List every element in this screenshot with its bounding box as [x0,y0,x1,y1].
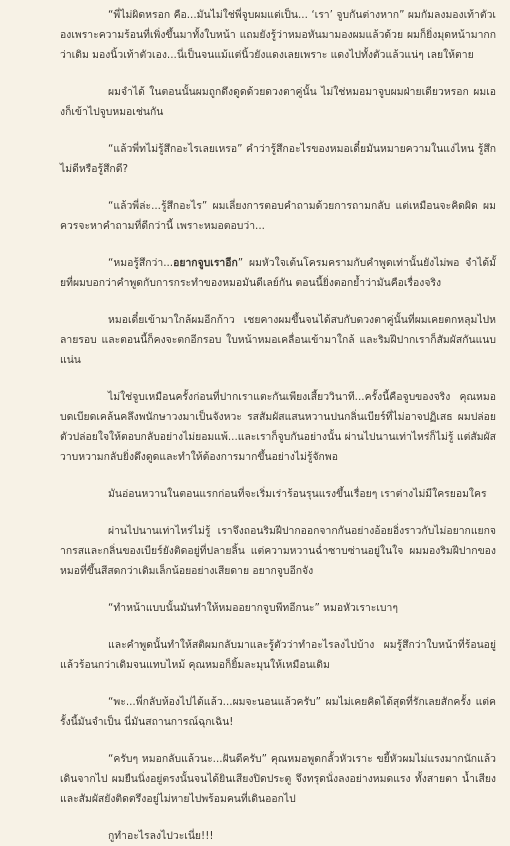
paragraph-9 [60,521,496,581]
paragraph-6-text: หมอเดี๋ยเข้ามาใกล้ผมอีกก้าว เชยคางผมขึ้นจนได้สบกับดวงตาคู่นั้นที่ผมเคยตกหลุมไปหลายรอบ และตอนนี้ก็คงจะตกอีกรอบ ใบหน้าหมอเคลื่อนเข้ามาใกล้ และริมฝีปากเราก็สัมผัสกันแนบแน่น [60,314,496,366]
paragraph-10 [60,598,496,618]
paragraph-8 [60,484,496,504]
paragraph-7 [60,387,496,467]
paragraph-5-text: “หมอรู้สึกว่า... [108,257,174,269]
paragraph-4 [60,196,496,236]
paragraph-9-text: ผ่านไปนานเท่าไหร่ไม่รู้ เราจึงถอนริมฝีปากออกจากกันอย่างอ้อยอิ่งราวกับไม่อยากแยกจากรสและกลิ่นของเบียร์ยังติดอยู่ที่ปลายลิ้น แต่ความหวานฉ่ำซาบซ่านอยู่ในใจ ผมมองริมฝีปากของหมอที่ขึ้นสีสดกว่าเดิมเล็กน้อยอย่างเสียดาย อยากจูบอีกจัง [60,525,496,577]
paragraph-11-text: และคำพูดนั้นทำให้สติผมกลับมาและรู้ตัวว่าทำอะไรลงไปบ้าง ผมรู้สึกว่าใบหน้าที่ร้อนอยู่แล้วร้อนกว่าเดิมจนแทบไหม้ คุณหมอก็ยิ้มละมุนให้เหมือนเดิม [60,639,496,671]
paragraph-3 [60,139,496,179]
paragraph-12-text: “พะ...พี่กลับห้องไปได้แล้ว...ผมจะนอนแล้วครับ” ผมไม่เคยคิดได้สุดที่รักเลยสักครั้ง แต่ครั้งนี้มันจำเป็น นี่มันสถานการณ์ฉุกเฉิน! [60,696,496,728]
paragraph-3-text: “แล้วพี่ทไม่รู้สึกอะไรเลยเหรอ” คำว่ารู้สึกอะไรของหมอเดี๋ยมันหมายความในแง่ไหน รู้สึกไม่ดีหรือรู้สึกดี? [60,143,496,175]
paragraph-4-text: “แล้วพี่ล่ะ...รู้สึกอะไร” ผมเลี่ยงการตอบคำถามด้วยการถามกลับ แต่เหมือนจะคิดผิด ผมควรจะหาคำถามที่ดีกว่านี้ เพราะหมอตอบว่า... [60,200,496,232]
paragraph-7-text: ไม่ใช่จูบเหมือนครั้งก่อนที่ปากเราแตะกันเพียงเสี้ยววินาที...ครั้งนี้คือจูบของจริง คุณหมอบดเบียดเคล้นคลึงพนักษาวงมาเป็นจังหวะ รสสัมผัสแสนหวานปนกลิ่นเบียร์ที่ไม่อาจปฏิเสธ ผมปล่อยตัวปล่อยใจให้ตอบกลับอย่างไม่ยอมแพ้...และเราก็จูบกันอย่างนั้น ผ่านไปนานเท่าไหร่ก็ไม่รู้ แต่สัมผัสวาบหวามกลับยิ่งดึงดูดและทำให้ต้องการมากขึ้นอย่างไม่รู้จักพอ [60,391,496,463]
paragraph-1-text: “พี่ไม่ผิดหรอก คือ...มันไม่ใช่พี่จูบผมแต่เป็น... ‘เรา’ จูบกันต่างหาก” ผมกัมลงมองเท้าตัวเองเพราะความร้อนที่เพิ่งขึ้นมาทั้งใบหน้า แถมยังรู้ว่าหมอหันมามองผมแล้วด้วย ผมก็ยิ่งมุดหน้ามากกว่าเดิม มองนิ้วเท้าตัวเอง...นี่เป็นจนแม้แต่นิ้วยังแดงเลยเพราะ แดงไปทั้งตัวแล้วแน่ๆ เลยให้ตาย [60,9,496,61]
paragraph-5-bold-phrase: อยากจูบเราอีก [173,257,238,269]
paragraph-10-text: “ทำหน้าแบบนั้นมันทำให้หมออยากจูบพีทอีกนะ” หมอหัวเราะเบาๆ [108,602,398,614]
paragraph-5-tail: ” ผมหัวใจเต้นโครมครามกับคำพูดเท่านั้นยังไม่พอ จำได้มั้ยที่ผมบอกว่าคำพูดกับการกระทำของหมอมันดีเลย์กัน ตอนนี้ยิ่งตอกย้ำว่ามันคือเรื่องจริง [60,257,496,289]
paragraph-5 [60,253,496,293]
paragraph-1 [60,5,496,65]
paragraph-6 [60,310,496,370]
paragraph-13-text: “ครับๆ หมอกลับแล้วนะ...ฝันดีครับ” คุณหมอพูดกลั้วหัวเราะ ขยี้หัวผมไม่แรงมากนักแล้วเดินจากไป ผมยืนนิ่งอยู่ตรงนั้นจนได้ยินเสียงปิดประตู จึงทรุดนั่งลงอย่างหมดแรง ทั้งสายตา น้ำเสียง และสัมผัสยังติดตรึงอยู่ไม่หายไปพร้อมคนที่เดินออกไป [60,753,496,805]
paragraph-11 [60,635,496,675]
paragraph-14 [60,826,496,846]
paragraph-12 [60,692,496,732]
paragraph-13 [60,749,496,809]
paragraph-14-text: กูทำอะไรลงไปวะเนี่ย!!! [108,830,214,842]
paragraph-8-text: มันอ่อนหวานในตอนแรกก่อนที่จะเริ่มเร่าร้อนรุนแรงขึ้นเรื่อยๆ เราต่างไม่มีใครยอมใคร [108,488,487,500]
paragraph-2 [60,82,496,122]
paragraph-2-text: ผมจำได้ ในตอนนั้นผมถูกดึงดูดด้วยดวงตาคู่นั้น ไม่ใช่หมอมาจูบผมฝ่ายเดียวหรอก ผมเองก็เข้าไปจูบหมอเช่นกัน [60,86,496,118]
